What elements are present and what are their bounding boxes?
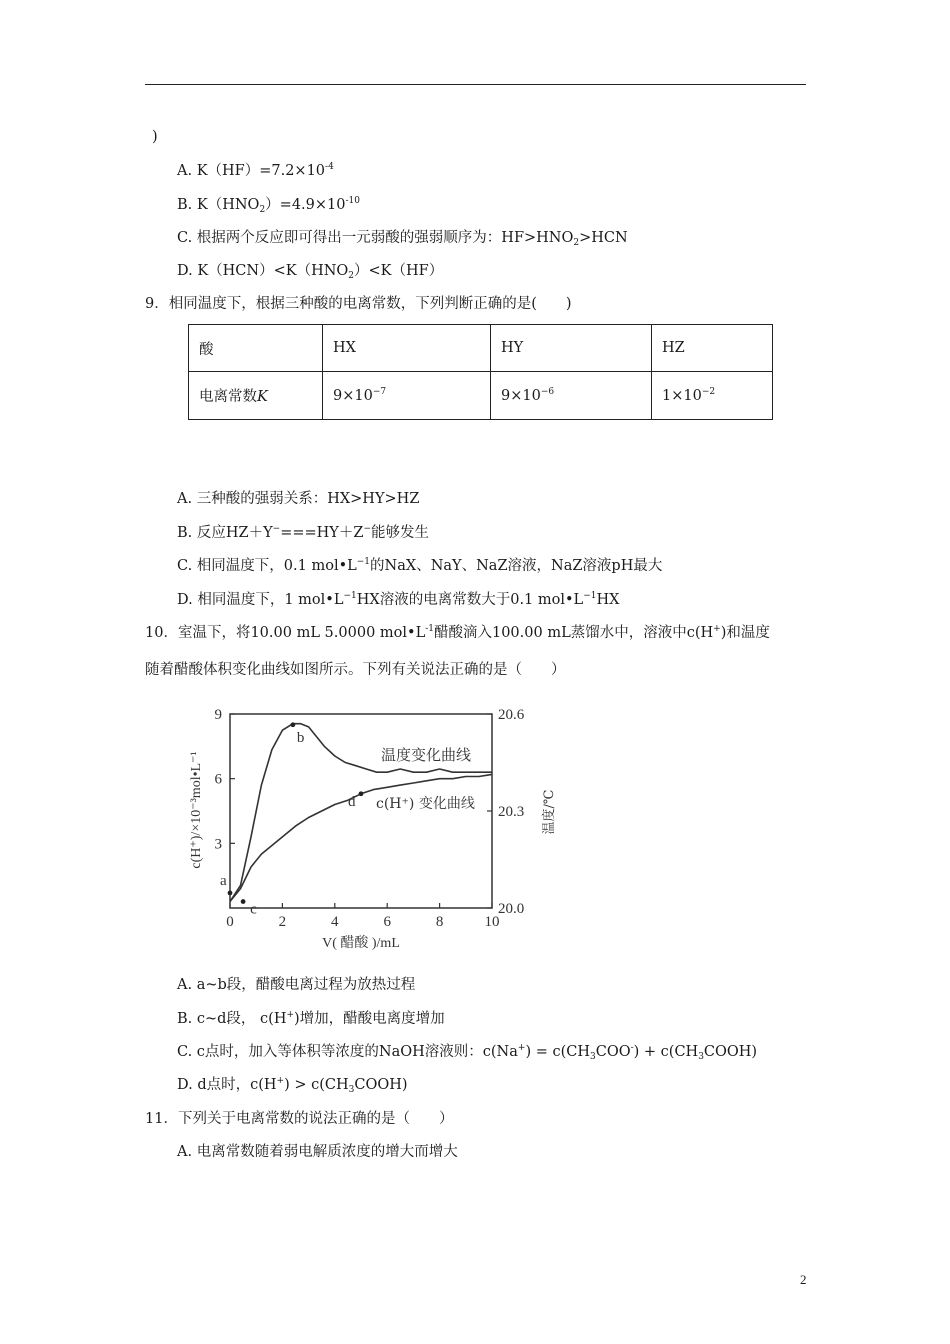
x-tick-label: 8 [435, 914, 444, 930]
point-b [290, 722, 295, 727]
table-cell: 酸 [189, 325, 323, 372]
point-d [359, 791, 364, 796]
x-tick-label: 2 [278, 914, 287, 930]
x-axis-label: V( 醋酸 )/mL [322, 936, 400, 951]
y-left-tick-label: 9 [214, 707, 222, 723]
q8-option-c[interactable]: C. 根据两个反应即可得出一元弱酸的强弱顺序为：$HF>HNO_2>HCN$ [177, 230, 628, 248]
table-cell: HX [323, 325, 491, 372]
q9-ionization-table [188, 324, 773, 420]
q9-option-b[interactable]: B. 反应HZ＋Y−===HY＋Z−能够发生 [177, 524, 430, 541]
x-axis [226, 903, 499, 930]
q9-option-c[interactable]: C. 相同温度下，0.1 $mol•L^{-1}$的NaX、NaY、NaZ溶液，NaZ溶液pH最大 [177, 557, 663, 574]
left-axis [215, 707, 236, 852]
q9-option-d[interactable]: D. 相同温度下，1 $mol•L^{-1}HX$溶液的电离常数大于0.1 $mol•L^{-1}HX$ [177, 591, 620, 608]
table-cell: HY [491, 325, 652, 372]
point-label-c: c [250, 901, 257, 918]
table-cell: $9\times 10^{-6}$ [491, 372, 652, 420]
q8-option-a[interactable]: A. $K(HF)=7.2\times 10^{-4}$ [177, 162, 334, 179]
q8-option-b[interactable]: B. $K(HNO_2)=4.9\times 10^{-10}$ [177, 196, 360, 215]
q10-option-d[interactable]: D. d点时，$c(H^+) > c(CH_3COOH)$ [177, 1076, 408, 1095]
temp-curve-label: 温度变化曲线 [381, 746, 472, 764]
y-right-tick-label: 20.6 [498, 707, 525, 723]
y-left-tick-label: 6 [214, 771, 222, 788]
y-right-tick-label: 20.3 [498, 804, 525, 820]
q10-stem-line1: 10．室温下，将10.00 mL 5.0000 $mol•L^{-1}$醋酸滴入100.00 mL蒸馏水中，溶液中c(H+)和温度 [145, 624, 770, 641]
x-tick-label: 4 [331, 914, 339, 930]
point-a [228, 891, 233, 896]
q11-stem: 11．下列关于电离常数的说法正确的是（ ） [145, 1111, 454, 1127]
q10-chart [185, 702, 565, 954]
table-row [189, 372, 773, 420]
q10-option-b[interactable]: B. c~d段， c(H+)增加，醋酸电离度增加 [177, 1010, 445, 1027]
q10-option-c[interactable]: C. c点时，加入等体积等浓度的NaOH溶液则：$c(Na^+) = c(CH_3COO^-)$ + $c(CH_3COOH)$ [177, 1043, 758, 1062]
point-label-d: d [348, 793, 356, 810]
table-cell: 电离常数K [189, 372, 323, 420]
y-left-tick-label: 3 [214, 836, 222, 853]
q11-option-a[interactable]: A. 电离常数随着弱电解质浓度的增大而增大 [177, 1144, 458, 1160]
table-cell: HZ [652, 325, 773, 372]
point-c [241, 899, 246, 904]
table-cell: $9\times 10^{-7}$ [323, 372, 491, 420]
q8-paren-close: ) [152, 129, 158, 145]
point-label-a: a [220, 872, 227, 889]
y-left-label: c(H⁺)/×10⁻³mol•L⁻¹ [189, 751, 204, 869]
ch-curve-label: c(H⁺) 变化曲线 [376, 796, 475, 812]
point-label-b: b [296, 729, 305, 746]
q9-option-a[interactable]: A. 三种酸的强弱关系：HX>HY>HZ [177, 491, 420, 507]
q10-option-a[interactable]: A. a~b段，醋酸电离过程为放热过程 [177, 977, 416, 993]
table-header-row [189, 325, 773, 372]
q10-stem-line2: 随着醋酸体积变化曲线如图所示。下列有关说法正确的是（ ） [145, 662, 566, 678]
x-tick-label: 10 [484, 914, 500, 930]
y-right-tick-label: 20.0 [498, 901, 525, 917]
y-right-label: 温度/℃ [542, 789, 557, 835]
page-number: 2 [800, 1272, 807, 1287]
x-tick-label: 0 [226, 914, 234, 930]
x-tick-label: 6 [383, 914, 391, 930]
header-rule [145, 84, 806, 85]
table-cell: $1\times 10^{-2}$ [652, 372, 773, 420]
q8-option-d[interactable]: D. $K(HCN)<K(HNO_2)<K(HF)$ [177, 263, 444, 281]
q9-stem: 9．相同温度下，根据三种酸的电离常数，下列判断正确的是( ) [145, 296, 572, 312]
